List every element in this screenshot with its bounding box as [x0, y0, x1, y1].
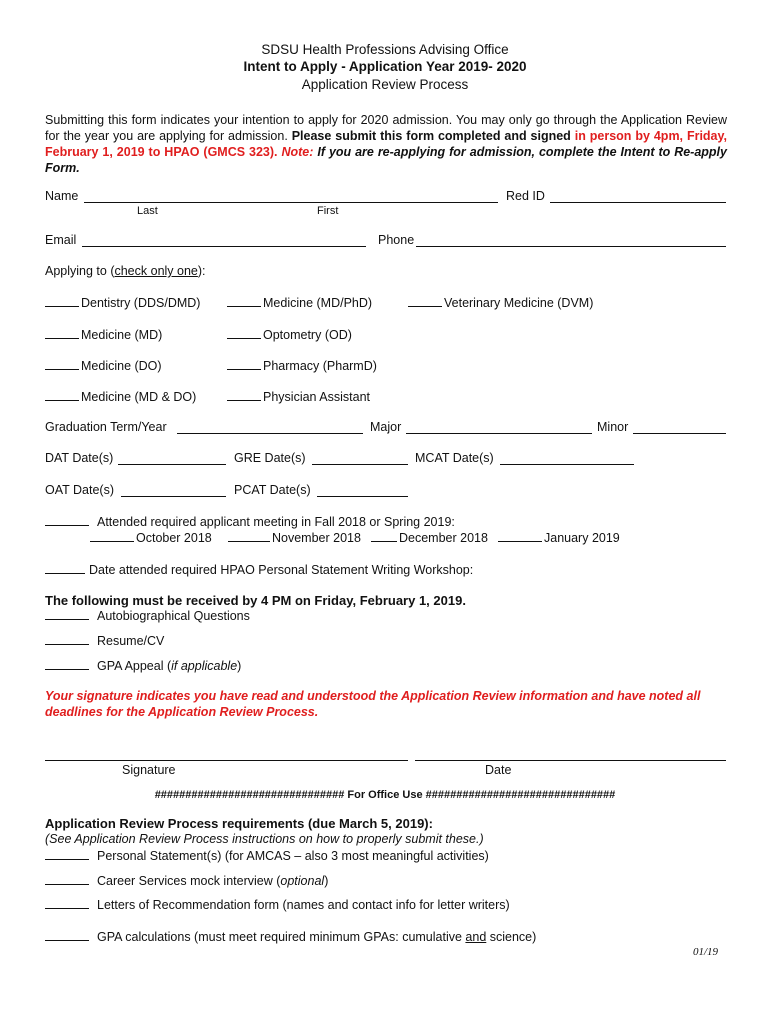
review-letters[interactable]: Letters of Recommendation form (names and contact info for letter writers): [45, 897, 510, 912]
first-name-caption: First: [317, 205, 339, 217]
intro-paragraph: Submitting this form indicates your intention to apply for 2020 admission. You may only go through the Application Review for the year you are applying for admission. Please submit this form completed and signed in person by 4pm, Friday, February 1, 2019 to HPAO (GMCS 323). Note: If you are re-applying for admission, complete the Intent to Re-apply Form.: [45, 113, 728, 175]
workshop-attendance[interactable]: Date attended required HPAO Personal Statement Writing Workshop:: [45, 562, 473, 577]
meeting-october[interactable]: October 2018: [90, 530, 212, 545]
item-resume[interactable]: Resume/CV: [45, 633, 164, 648]
form-title: Intent to Apply - Application Year 2019- 2020: [243, 59, 527, 74]
item-autobiographical[interactable]: Autobiographical Questions: [45, 608, 250, 623]
gre-label: GRE Date(s): [234, 451, 306, 465]
minor-field[interactable]: [633, 433, 726, 434]
mcat-field[interactable]: [500, 464, 634, 465]
option-medicine-md-do[interactable]: Medicine (MD & DO): [45, 389, 196, 404]
review-personal-statement[interactable]: Personal Statement(s) (for AMCAS – also 3 most meaningful activities): [45, 848, 489, 863]
review-gpa-calculations[interactable]: GPA calculations (must meet required minimum GPAs: cumulative and science): [45, 929, 536, 944]
option-veterinary[interactable]: Veterinary Medicine (DVM): [408, 295, 593, 310]
minor-label: Minor: [597, 420, 629, 434]
name-field[interactable]: [84, 202, 498, 203]
date-label: Date: [485, 763, 512, 777]
option-dentistry[interactable]: Dentistry (DDS/DMD): [45, 295, 200, 310]
form-subtitle: Application Review Process: [301, 77, 469, 92]
option-physician-assistant[interactable]: Physician Assistant: [227, 389, 370, 404]
graduation-label: Graduation Term/Year: [45, 420, 167, 434]
review-subheading: (See Application Review Process instructions on how to properly submit these.): [45, 832, 484, 846]
applying-to-label: Applying to (check only one):: [45, 264, 206, 278]
meeting-december[interactable]: December 2018: [371, 530, 488, 545]
dat-field[interactable]: [118, 464, 226, 465]
major-label: Major: [370, 420, 402, 434]
email-field[interactable]: [82, 246, 366, 247]
graduation-field[interactable]: [177, 433, 363, 434]
review-heading: Application Review Process requirements (due March 5, 2019):: [45, 816, 433, 831]
meeting-november[interactable]: November 2018: [228, 530, 361, 545]
option-medicine-do[interactable]: Medicine (DO): [45, 358, 162, 373]
item-gpa-appeal[interactable]: GPA Appeal (if applicable): [45, 658, 241, 673]
office-name: SDSU Health Professions Advising Office: [261, 42, 509, 57]
date-field[interactable]: [415, 760, 726, 761]
signature-field[interactable]: [45, 760, 408, 761]
form-version-code: 01/19: [693, 946, 719, 958]
dat-label: DAT Date(s): [45, 451, 114, 465]
last-name-caption: Last: [137, 205, 158, 217]
option-medicine-md[interactable]: Medicine (MD): [45, 327, 162, 342]
oat-label: OAT Date(s): [45, 483, 114, 497]
meeting-january[interactable]: January 2019: [498, 530, 620, 545]
mcat-label: MCAT Date(s): [415, 451, 494, 465]
oat-field[interactable]: [121, 496, 226, 497]
email-label: Email: [45, 233, 77, 247]
pcat-field[interactable]: [317, 496, 408, 497]
option-pharmacy[interactable]: Pharmacy (PharmD): [227, 358, 377, 373]
review-mock-interview[interactable]: Career Services mock interview (optional): [45, 873, 328, 888]
option-optometry[interactable]: Optometry (OD): [227, 327, 352, 342]
option-medicine-md-phd[interactable]: Medicine (MD/PhD): [227, 295, 372, 310]
phone-label: Phone: [378, 233, 415, 247]
major-field[interactable]: [406, 433, 592, 434]
meeting-attendance[interactable]: Attended required applicant meeting in Fall 2018 or Spring 2019:: [45, 514, 455, 529]
office-use-divider: ############################### For Office Use ###############################: [154, 789, 616, 801]
gre-field[interactable]: [312, 464, 408, 465]
phone-field[interactable]: [416, 246, 726, 247]
pcat-label: PCAT Date(s): [234, 483, 311, 497]
signature-statement: Your signature indicates you have read and understood the Application Review information and have noted all deadlines for the Application Review Process.: [45, 689, 701, 719]
red-id-label: Red ID: [506, 189, 545, 203]
name-label: Name: [45, 189, 79, 203]
signature-label: Signature: [122, 763, 176, 777]
red-id-field[interactable]: [550, 202, 726, 203]
deadline-heading: The following must be received by 4 PM on Friday, February 1, 2019.: [45, 593, 466, 608]
